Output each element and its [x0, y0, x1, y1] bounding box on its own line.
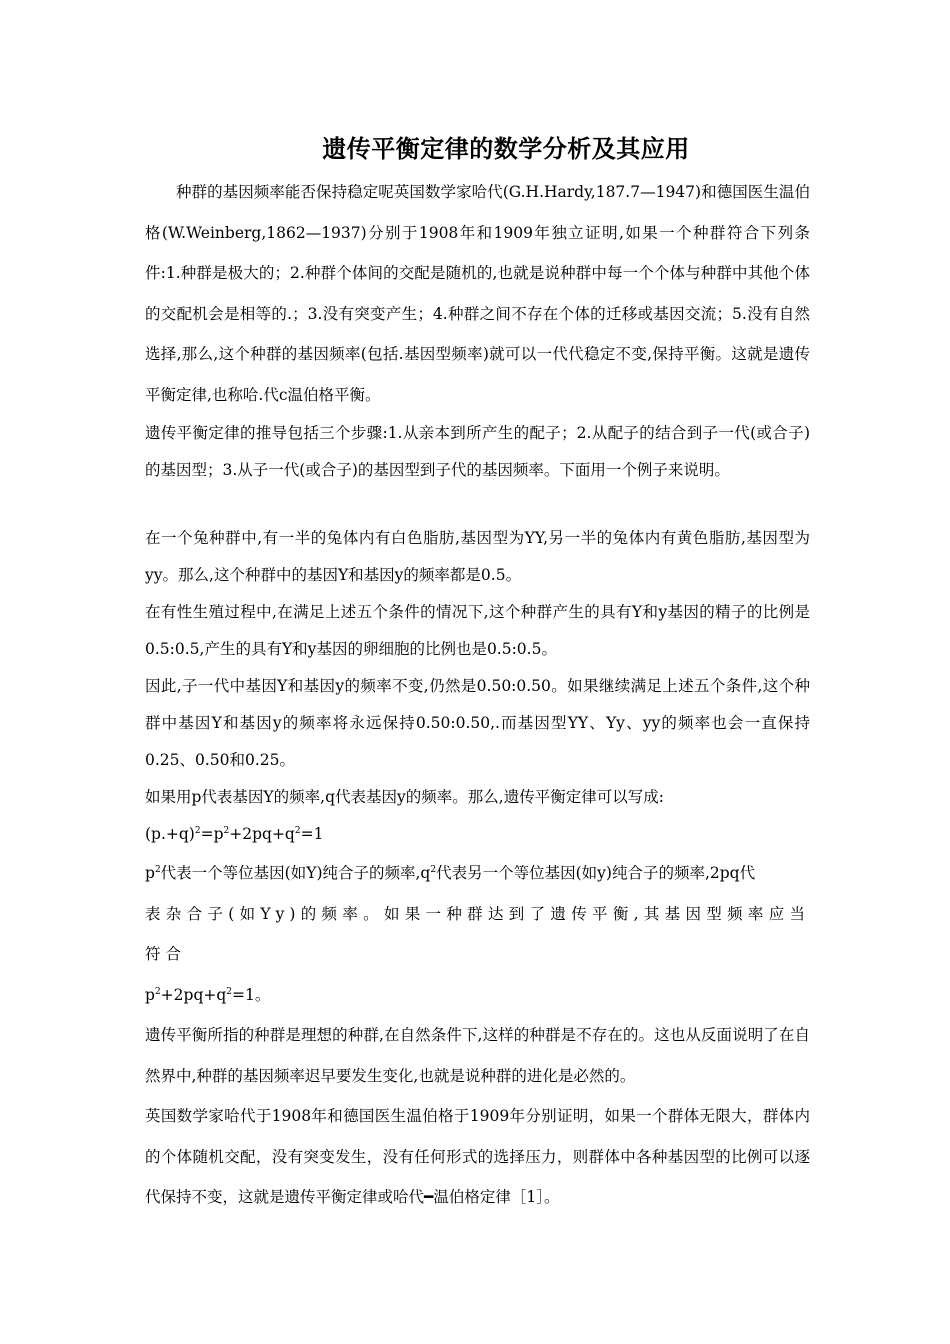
- text-p2: p: [145, 985, 155, 1004]
- text-other-homozygote: 代表另一个等位基因(如y)纯合子的频率,2pq代: [436, 864, 756, 882]
- paragraph-gamete-ratio: 在有性生殖过程中,在满足上述五个条件的情况下,这个种群产生的具有Y和y基因的精子的比例是0.5:0.5,产生的具有Y和y基因的卵细胞的比例也是0.5:0.5。: [145, 603, 810, 658]
- text-heterozygote: 表杂合子(如Yy)的频率。如果一种群达到了遗传平衡,其基因型频率应当符合: [145, 904, 810, 963]
- paragraph-derivation-steps: 遗传平衡定律的推导包括三个步骤:1.从亲本到所产生的配子；2.从配子的结合到子一代(或合子)的基因型；3.从子一代(或合子)的基因型到子代的基因频率。下面用一个例子来说明。: [145, 424, 810, 479]
- document-body: [145, 172, 810, 1218]
- exp-p2: 2: [154, 986, 161, 997]
- formula-rhs: =1: [300, 825, 324, 843]
- text-mid2: +2pq+q: [160, 985, 227, 1004]
- text-p: p: [145, 864, 155, 882]
- paragraph-ideal-population: 遗传平衡所指的种群是理想的种群,在自然条件下,这样的种群是不存在的。这也从反面说明了在自然界中,种群的基因频率迟早要发生变化,也就是说种群的进化是必然的。: [145, 1026, 810, 1085]
- exp-q: 2: [430, 865, 437, 875]
- formula-eq: =p: [200, 825, 224, 843]
- paragraph-offspring-frequency: 因此,子一代中基因Y和基因y的频率不变,仍然是0.50:0.50。如果继续满足上述五个条件,这个种群中基因Y和基因y的频率将永远保持0.50:0.50,.而基因型YY、Yy、yy的频率也会一直保持0.25、0.50和0.25。: [145, 677, 810, 769]
- formula-line: [145, 816, 810, 853]
- formula-p-exponent: 2: [223, 826, 230, 836]
- exp-q2: 2: [226, 986, 233, 997]
- paragraph-hardy-weinberg-intro: 种群的基因频率能否保持稳定呢英国数学家哈代(G.H.Hardy,187.7—1947)和德国医生温伯格(W.Weinberg,1862—1937)分别于1908年和1909年独立证明,如果一个种群符合下列条件:1.种群是极大的；2.种群个体间的交配是随机的,也就是说种群中每一个个体与种群中其他个体的交配机会是相等的.；3.没有突变产生；4.种群之间不存在个体的迁移或基因交流；5.没有自然选择,那么,这个种群的基因频率(包括.基因型频率)就可以一代代稳定不变,保持平衡。这就是遗传平衡定律,也称哈.代c温伯格平衡。: [145, 183, 810, 404]
- paragraph-formula-explanation: [145, 853, 810, 1015]
- formula-q-exponent: 2: [294, 826, 301, 836]
- text-homozygote: 代表一个等位基因(如Y)纯合子的频率,q: [160, 864, 431, 882]
- formula-lhs: (p.+q): [145, 825, 195, 843]
- exp-p: 2: [154, 865, 161, 875]
- formula-mid: +2pq+q: [229, 825, 295, 843]
- blank-line: [145, 489, 810, 520]
- paragraph-hardy-weinberg-summary: 英国数学家哈代于1908年和德国医生温伯格于1909年分别证明，如果一个群体无限大，群体内的个体随机交配，没有突变发生，没有任何形式的选择压力，则群体中各种基因型的比例可以逐代保持不变，这就是遗传平衡定律或哈代━温伯格定律［1］。: [145, 1107, 810, 1206]
- text-eq1: =1。: [232, 985, 271, 1004]
- formula-lhs-exponent: 2: [194, 826, 201, 836]
- paragraph-formula-intro: 如果用p代表基因Y的频率,q代表基因y的频率。那么,遗传平衡定律可以写成:: [145, 788, 664, 806]
- paragraph-rabbit-example: 在一个兔种群中,有一半的兔体内有白色脂肪,基因型为YY,另一半的兔体内有黄色脂肪,基因型为yy。那么,这个种群中的基因Y和基因y的频率都是0.5。: [145, 529, 810, 584]
- page-title: 遗传平衡定律的数学分析及其应用: [322, 135, 690, 163]
